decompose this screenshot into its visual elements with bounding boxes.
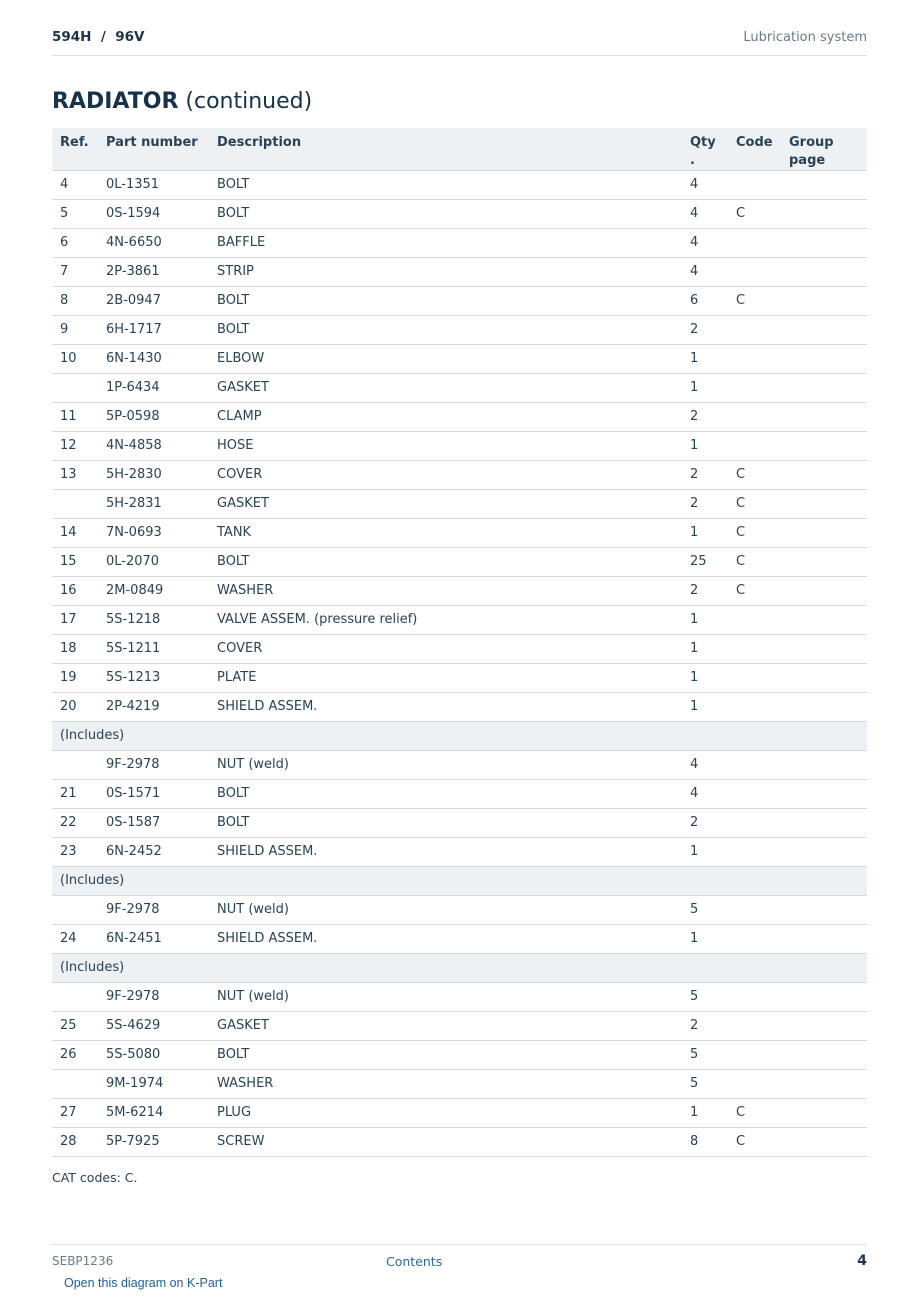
row-code: C [728, 461, 781, 490]
row-description: ELBOW [209, 345, 682, 374]
row-group-page [781, 751, 867, 780]
row-part-number: 0S-1587 [98, 809, 209, 838]
row-code [728, 664, 781, 693]
row-description: SHIELD ASSEM. [209, 925, 682, 954]
row-code [728, 316, 781, 345]
row-ref: 12 [52, 432, 98, 461]
row-description: SHIELD ASSEM. [209, 693, 682, 722]
page-title [52, 89, 312, 114]
column-header-description: Description [209, 128, 682, 171]
row-ref: 5 [52, 200, 98, 229]
row-qty: 1 [682, 345, 728, 374]
row-group-page [781, 1070, 867, 1099]
row-code [728, 345, 781, 374]
row-code [728, 838, 781, 867]
row-description: PLUG [209, 1099, 682, 1128]
parts-table [52, 128, 867, 1157]
includes-label: (Includes) [52, 867, 867, 896]
row-qty: 2 [682, 577, 728, 606]
row-qty: 2 [682, 490, 728, 519]
page-number: 4 [857, 1253, 867, 1269]
row-description: BAFFLE [209, 229, 682, 258]
table-row [52, 519, 867, 548]
row-code: C [728, 200, 781, 229]
row-code: C [728, 577, 781, 606]
row-qty: 1 [682, 664, 728, 693]
table-row [52, 577, 867, 606]
row-part-number: 0L-2070 [98, 548, 209, 577]
row-description: COVER [209, 635, 682, 664]
table-row [52, 606, 867, 635]
row-part-number: 5P-0598 [98, 403, 209, 432]
row-group-page [781, 432, 867, 461]
row-part-number: 7N-0693 [98, 519, 209, 548]
row-description: GASKET [209, 490, 682, 519]
row-part-number: 9F-2978 [98, 983, 209, 1012]
machine-model: 594H / 96V [52, 29, 145, 45]
row-group-page [781, 780, 867, 809]
row-ref: 13 [52, 461, 98, 490]
page-header [52, 28, 867, 56]
kpart-diagram-link[interactable]: Open this diagram on K-Part [64, 1276, 223, 1290]
row-description: NUT (weld) [209, 751, 682, 780]
row-qty: 4 [682, 171, 728, 200]
row-part-number: 5H-2831 [98, 490, 209, 519]
row-ref [52, 983, 98, 1012]
row-ref [52, 1070, 98, 1099]
row-code: C [728, 1099, 781, 1128]
row-part-number: 0L-1351 [98, 171, 209, 200]
table-row [52, 258, 867, 287]
row-part-number: 5M-6214 [98, 1099, 209, 1128]
row-qty: 1 [682, 606, 728, 635]
row-group-page [781, 838, 867, 867]
row-part-number: 2P-4219 [98, 693, 209, 722]
column-header-qty: Qty . [682, 128, 728, 171]
row-ref: 4 [52, 171, 98, 200]
row-part-number: 5S-1218 [98, 606, 209, 635]
row-description: TANK [209, 519, 682, 548]
table-row [52, 461, 867, 490]
row-description: BOLT [209, 287, 682, 316]
row-part-number: 6N-2452 [98, 838, 209, 867]
table-row [52, 780, 867, 809]
row-qty: 6 [682, 287, 728, 316]
row-description: HOSE [209, 432, 682, 461]
row-code [728, 925, 781, 954]
row-description: GASKET [209, 1012, 682, 1041]
row-group-page [781, 519, 867, 548]
row-code: C [728, 490, 781, 519]
document-id: SEBP1236 [52, 1254, 114, 1268]
row-code [728, 1012, 781, 1041]
row-qty: 2 [682, 1012, 728, 1041]
row-description: STRIP [209, 258, 682, 287]
row-part-number: 6N-1430 [98, 345, 209, 374]
row-qty: 4 [682, 229, 728, 258]
table-row [52, 1099, 867, 1128]
row-code [728, 809, 781, 838]
row-group-page [781, 258, 867, 287]
table-row [52, 200, 867, 229]
row-qty: 1 [682, 838, 728, 867]
table-row [52, 1041, 867, 1070]
row-ref: 17 [52, 606, 98, 635]
table-body [52, 171, 867, 1157]
page-footer [52, 1244, 867, 1275]
row-part-number: 6H-1717 [98, 316, 209, 345]
row-ref [52, 751, 98, 780]
table-row [52, 548, 867, 577]
row-code [728, 751, 781, 780]
row-ref: 28 [52, 1128, 98, 1157]
row-group-page [781, 693, 867, 722]
row-group-page [781, 1041, 867, 1070]
row-qty: 5 [682, 1041, 728, 1070]
row-code [728, 258, 781, 287]
row-ref: 27 [52, 1099, 98, 1128]
row-ref: 15 [52, 548, 98, 577]
row-description: BOLT [209, 200, 682, 229]
includes-label: (Includes) [52, 722, 867, 751]
row-group-page [781, 374, 867, 403]
row-description: BOLT [209, 780, 682, 809]
includes-label: (Includes) [52, 954, 867, 983]
table-row [52, 345, 867, 374]
row-qty: 1 [682, 635, 728, 664]
row-description: BOLT [209, 548, 682, 577]
table-row [52, 983, 867, 1012]
table-row [52, 751, 867, 780]
row-description: GASKET [209, 374, 682, 403]
row-qty: 1 [682, 519, 728, 548]
row-qty: 1 [682, 432, 728, 461]
row-ref: 6 [52, 229, 98, 258]
row-part-number: 2M-0849 [98, 577, 209, 606]
row-code: C [728, 548, 781, 577]
table-row [52, 171, 867, 200]
row-code: C [728, 287, 781, 316]
row-ref: 11 [52, 403, 98, 432]
includes-row [52, 867, 867, 896]
row-code [728, 1041, 781, 1070]
row-ref: 25 [52, 1012, 98, 1041]
row-qty: 1 [682, 374, 728, 403]
row-group-page [781, 171, 867, 200]
column-header-ref: Ref. [52, 128, 98, 171]
row-group-page [781, 1128, 867, 1157]
row-part-number: 5S-5080 [98, 1041, 209, 1070]
table-row [52, 287, 867, 316]
row-group-page [781, 809, 867, 838]
row-qty: 5 [682, 1070, 728, 1099]
row-group-page [781, 229, 867, 258]
table-row [52, 838, 867, 867]
table-header-row [52, 128, 867, 171]
row-ref [52, 896, 98, 925]
row-group-page [781, 896, 867, 925]
row-description: WASHER [209, 1070, 682, 1099]
row-description: VALVE ASSEM. (pressure relief) [209, 606, 682, 635]
table-row [52, 432, 867, 461]
row-qty: 5 [682, 896, 728, 925]
cat-codes-note: CAT codes: C. [52, 1170, 138, 1185]
table-row [52, 925, 867, 954]
row-code [728, 693, 781, 722]
table-row [52, 693, 867, 722]
row-ref: 8 [52, 287, 98, 316]
row-part-number: 2B-0947 [98, 287, 209, 316]
row-qty: 4 [682, 780, 728, 809]
table-row [52, 664, 867, 693]
row-qty: 1 [682, 925, 728, 954]
table-row [52, 896, 867, 925]
row-code: C [728, 519, 781, 548]
row-description: BOLT [209, 809, 682, 838]
row-group-page [781, 490, 867, 519]
row-qty: 2 [682, 316, 728, 345]
row-description: PLATE [209, 664, 682, 693]
row-group-page [781, 548, 867, 577]
row-ref: 23 [52, 838, 98, 867]
row-code [728, 780, 781, 809]
row-ref: 19 [52, 664, 98, 693]
row-group-page [781, 1099, 867, 1128]
row-code [728, 606, 781, 635]
row-qty: 4 [682, 258, 728, 287]
contents-link[interactable]: Contents [386, 1254, 443, 1269]
table-row [52, 316, 867, 345]
row-qty: 1 [682, 693, 728, 722]
row-qty: 4 [682, 751, 728, 780]
row-part-number: 5P-7925 [98, 1128, 209, 1157]
table-row [52, 1070, 867, 1099]
row-part-number: 0S-1594 [98, 200, 209, 229]
row-group-page [781, 200, 867, 229]
column-header-group-page: Group page [781, 128, 867, 171]
row-part-number: 4N-6650 [98, 229, 209, 258]
row-group-page [781, 287, 867, 316]
row-code [728, 896, 781, 925]
row-code [728, 432, 781, 461]
row-code [728, 1070, 781, 1099]
row-group-page [781, 1012, 867, 1041]
row-qty: 2 [682, 809, 728, 838]
row-ref: 18 [52, 635, 98, 664]
table-row [52, 1128, 867, 1157]
row-qty: 4 [682, 200, 728, 229]
row-ref: 7 [52, 258, 98, 287]
row-part-number: 2P-3861 [98, 258, 209, 287]
row-code [728, 374, 781, 403]
table-row [52, 809, 867, 838]
row-code [728, 983, 781, 1012]
row-part-number: 9F-2978 [98, 896, 209, 925]
row-part-number: 5S-4629 [98, 1012, 209, 1041]
row-code [728, 635, 781, 664]
table-row [52, 490, 867, 519]
row-description: CLAMP [209, 403, 682, 432]
row-code: C [728, 1128, 781, 1157]
table-row [52, 403, 867, 432]
row-qty: 25 [682, 548, 728, 577]
row-description: WASHER [209, 577, 682, 606]
title-suffix: (continued) [185, 89, 313, 114]
row-code [728, 171, 781, 200]
row-part-number: 1P-6434 [98, 374, 209, 403]
row-ref: 24 [52, 925, 98, 954]
column-header-code: Code [728, 128, 781, 171]
row-part-number: 4N-4858 [98, 432, 209, 461]
row-group-page [781, 577, 867, 606]
column-header-part-number: Part number [98, 128, 209, 171]
title-main: RADIATOR [52, 89, 179, 114]
row-qty: 2 [682, 403, 728, 432]
row-description: BOLT [209, 171, 682, 200]
row-part-number: 6N-2451 [98, 925, 209, 954]
row-ref: 22 [52, 809, 98, 838]
row-group-page [781, 664, 867, 693]
row-part-number: 5S-1213 [98, 664, 209, 693]
row-ref [52, 374, 98, 403]
row-description: BOLT [209, 1041, 682, 1070]
row-part-number: 9M-1974 [98, 1070, 209, 1099]
row-description: NUT (weld) [209, 896, 682, 925]
row-part-number: 5S-1211 [98, 635, 209, 664]
row-code [728, 229, 781, 258]
row-description: SCREW [209, 1128, 682, 1157]
table-row [52, 635, 867, 664]
row-group-page [781, 606, 867, 635]
row-group-page [781, 345, 867, 374]
row-ref: 26 [52, 1041, 98, 1070]
row-description: BOLT [209, 316, 682, 345]
row-part-number: 5H-2830 [98, 461, 209, 490]
row-code [728, 403, 781, 432]
row-qty: 8 [682, 1128, 728, 1157]
row-ref [52, 490, 98, 519]
includes-row [52, 722, 867, 751]
row-description: SHIELD ASSEM. [209, 838, 682, 867]
row-qty: 5 [682, 983, 728, 1012]
row-description: NUT (weld) [209, 983, 682, 1012]
table-row [52, 229, 867, 258]
row-group-page [781, 983, 867, 1012]
table-row [52, 374, 867, 403]
row-ref: 16 [52, 577, 98, 606]
section-name: Lubrication system [743, 30, 867, 45]
row-ref: 20 [52, 693, 98, 722]
table-row [52, 1012, 867, 1041]
row-part-number: 0S-1571 [98, 780, 209, 809]
row-group-page [781, 316, 867, 345]
row-group-page [781, 403, 867, 432]
row-qty: 1 [682, 1099, 728, 1128]
row-group-page [781, 635, 867, 664]
row-qty: 2 [682, 461, 728, 490]
row-group-page [781, 925, 867, 954]
row-ref: 10 [52, 345, 98, 374]
row-ref: 21 [52, 780, 98, 809]
row-description: COVER [209, 461, 682, 490]
row-part-number: 9F-2978 [98, 751, 209, 780]
row-ref: 9 [52, 316, 98, 345]
row-group-page [781, 461, 867, 490]
includes-row [52, 954, 867, 983]
row-ref: 14 [52, 519, 98, 548]
